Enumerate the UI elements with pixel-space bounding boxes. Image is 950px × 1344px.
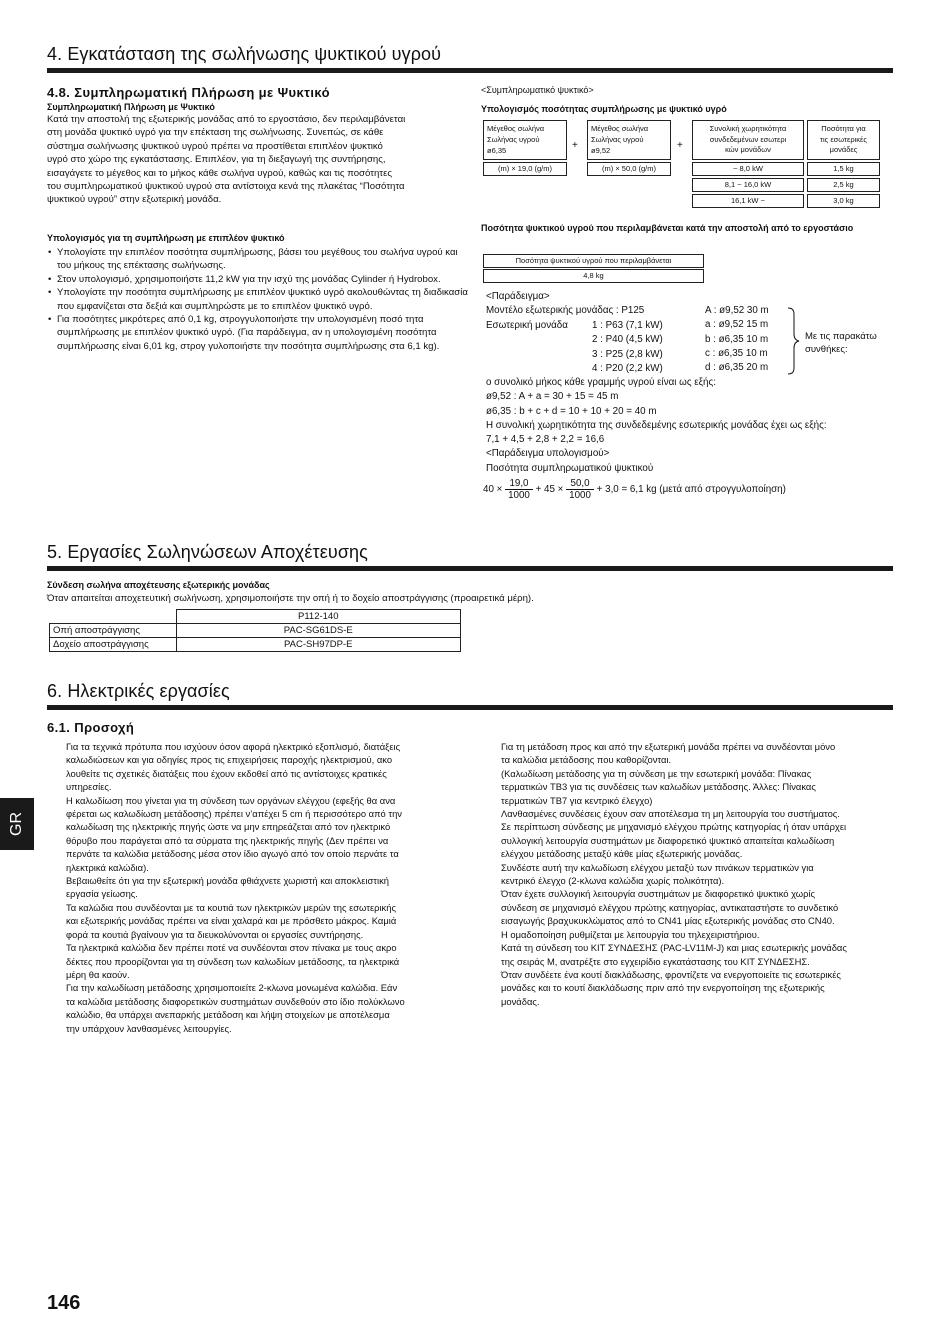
subsection-4-8-title: 4.8. Συμπληρωματική Πλήρωση με Ψυκτικό bbox=[47, 85, 330, 100]
caution-left-column bbox=[66, 740, 459, 1035]
text-line: υπηρεσίες. bbox=[66, 781, 112, 793]
factory-box-value: 4,8 kg bbox=[483, 269, 704, 283]
box-line: Σωλήνας υγρού bbox=[591, 135, 644, 144]
factory-box-header: Ποσότητα ψυκτικού υγρού που περιλαμβάνεται bbox=[483, 254, 704, 268]
text-line: Για τη μετάδοση προς και από την εξωτερική μονάδα πρέπει να συνδέονται μόνο bbox=[501, 741, 836, 752]
quantity-cell: 3,0 kg bbox=[807, 194, 880, 208]
table-row bbox=[50, 624, 461, 638]
table-row bbox=[50, 638, 461, 652]
table-header: P112-140 bbox=[176, 610, 461, 624]
text-line: Βεβαιωθείτε ότι για την εξωτερική μονάδα φθιάχνετε χωριστή και αποκλειστική bbox=[66, 875, 389, 887]
intro-line: ψυκτικού υγρού” στην εξωτερική μονάδα. bbox=[47, 194, 222, 206]
language-tab bbox=[0, 798, 34, 850]
text-line: Συνδέστε αυτή την καλωδίωση ελέγχου μεταξύ των πινάκων τερματικών για bbox=[501, 861, 814, 873]
intro-line: στη μονάδα ψυκτικό υγρό για την επέκταση της σωλήνωσης. Συνεπώς, σε κάθε bbox=[47, 127, 384, 139]
denominator: 1000 bbox=[569, 490, 591, 501]
section-4-rule bbox=[47, 68, 893, 73]
calc-line: Ποσότητα συμπληρωματικού ψυκτικού bbox=[486, 462, 654, 474]
calc-title: Υπολογισμός για τη συμπλήρωση με επιπλέον ψυκτικό bbox=[47, 233, 285, 243]
calc-line: 7,1 + 4,5 + 2,8 + 2,2 = 16,6 bbox=[486, 434, 605, 446]
page-number: 146 bbox=[47, 1292, 81, 1314]
intro-line: του συμπληρωματικού ψυκτικού υγρού στα αντίστοιχα κενά της πλακέτας “Ποσότητα bbox=[47, 181, 405, 193]
text-line: τα καλώδια μετάδοσης διαφορετικών συστημάτων συνδεθούν στο ίδιο πολύκλωνο bbox=[66, 995, 405, 1007]
quantity-header bbox=[807, 120, 880, 160]
header-line: μονάδες bbox=[829, 145, 858, 155]
table-row bbox=[50, 610, 461, 624]
pipe-rate-box-635: (m) × 19,0 (g/m) bbox=[483, 162, 567, 176]
box-line: Μέγεθος σωλήνα bbox=[591, 124, 649, 133]
charge-calc-heading: Υπολογισμός ποσότητας συμπλήρωσης με ψυκτικό υγρό bbox=[481, 104, 727, 114]
pipe-size-box-952 bbox=[587, 120, 671, 160]
text-line: καλωδιώσεων και για οδηγίες προς τις επιχειρήσεις παροχής ηλεκτρισμού, ακο bbox=[66, 754, 393, 766]
denominator: 1000 bbox=[508, 490, 530, 501]
intro-line: υγρό στο χώρο της εγκατάστασης. Επιπλέον, για τη διεξαγωγή της συντήρησης, bbox=[47, 154, 386, 166]
text-line: Κατά τη σύνδεση του KIT ΣΥΝΔΕΣΗΣ (PAC-LV11M-J) και μιας εσωτερικής μονάδας bbox=[501, 942, 847, 954]
outdoor-model: Μοντέλο εξωτερικής μονάδας : P125 bbox=[486, 305, 645, 316]
subsection-6-1-title: 6.1. Προσοχή bbox=[47, 720, 135, 735]
table-cell: PAC-SH97DP-E bbox=[176, 638, 461, 652]
indoor-label: Εσωτερική μονάδα bbox=[486, 320, 568, 331]
text-line: φέρεται ως καλωδίωση μετάδοσης) πρέπει ν’απέχει 5 cm ή περισσότερο από την bbox=[66, 808, 402, 820]
text-line: καλωδίωση της ηλεκτρικής πηγής ώστε να μην επηρεάζεται από τον ηλεκτρικό bbox=[66, 821, 391, 833]
text-line: ηλεκτρικά καλώδια). bbox=[66, 861, 149, 873]
text-line: φορά τα κουτιά βγαίνουν για τα διευκολύνονται οι εργασίες συντήρησης. bbox=[66, 928, 364, 940]
list-item: • Υπολογίστε την ποσότητα συμπλήρωσης με επιπλέον ψυκτικό υγρό ακολουθώντας τη διαδικασία που εμφανίζεται στα δεξιά και συμπληρώστε με το επιπλέον ψυκτικό υγρό. bbox=[57, 286, 469, 313]
box-line: ø6,35 bbox=[487, 146, 507, 155]
pipe-size-box-635 bbox=[483, 120, 567, 160]
section-4-title: 4. Εγκατάσταση της σωλήνωσης ψυκτικού υγρού bbox=[47, 44, 442, 64]
text-line: τερματικών TB3 για τις συνδέσεις των καλωδίων μετάδοσης. Άλλες: Πίνακας bbox=[501, 781, 816, 793]
text-line: (Καλωδίωση μετάδοσης για τη σύνδεση με την εσωτερική μονάδα: Πίνακας bbox=[501, 767, 812, 779]
text-line: Σε περίπτωση σύνδεσης με μηχανισμό ελέγχου πρώτης κατηγορίας ή όταν υπάρχει bbox=[501, 821, 847, 833]
factory-charge-heading: Ποσότητα ψυκτικού υγρού που περιλαμβάνεται κατά την αποστολή από το εργοστάσιο bbox=[481, 223, 854, 233]
text-line: καλώδιο, θα υπάρχει ανεπαρκής μετάδοση και λήψη στοιχείων με αποτέλεσμα bbox=[66, 1009, 390, 1021]
calc-line: Η συνολική χωρητικότητα της συνδεδεμένης εσωτερικής μονάδας έχει ως εξής: bbox=[486, 419, 827, 431]
formula bbox=[483, 478, 786, 501]
quantity-cell: 1,5 kg bbox=[807, 162, 880, 176]
text-line: τα καλώδια μετάδοσης που καθορίζονται. bbox=[501, 754, 672, 766]
pipe-list bbox=[705, 304, 769, 375]
list-item: • Υπολογίστε την επιπλέον ποσότητα συμπλήρωσης, βάσει του μεγέθους του σωλήνα υγρού και του μήκους της επέκτασης σωλήνωσης. bbox=[57, 246, 469, 273]
list-item: a : ø9,52 15 m bbox=[705, 319, 769, 331]
table-cell: Δοχείο αποστράγγισης bbox=[50, 638, 177, 652]
list-item: b : ø6,35 10 m bbox=[705, 333, 769, 345]
text-line: Για τα τεχνικά πρότυπα που ισχύουν όσον αφορά ηλεκτρικό εξοπλισμό, διατάξεις bbox=[66, 741, 401, 752]
text-line: την υπάρχουν λανθασμένες λειτουργίες. bbox=[66, 1022, 232, 1034]
text-line: τερματικών TB7 για κεντρικό έλεγχο) bbox=[501, 794, 653, 806]
header-line: τις εσωτερικές bbox=[820, 134, 867, 144]
list-item: 3 : P25 (2,8 kW) bbox=[592, 348, 663, 360]
text-line: μέρη θα καούν. bbox=[66, 968, 130, 980]
plus-sign: + bbox=[677, 140, 683, 151]
capacity-cell: 16,1 kW ~ bbox=[692, 194, 804, 208]
text-line: Για την καλωδίωση μετάδοσης χρησιμοποιείτε 2-κλωνα μονωμένα καλώδια. Εάν bbox=[66, 982, 398, 994]
text-line: Λανθασμένες συνδέσεις έχουν σαν αποτέλεσμα τη μη λειτουργία του συστήματος. bbox=[501, 808, 840, 820]
calc-line: <Παράδειγμα υπολογισμού> bbox=[486, 448, 610, 460]
section-6-rule bbox=[47, 705, 893, 710]
fraction bbox=[566, 478, 594, 501]
header-line: Συνολική χωρητικότητα bbox=[709, 124, 787, 134]
numerator: 50,0 bbox=[566, 478, 594, 490]
text-line: της σειράς M, ανατρέξτε στο εγχειρίδιο εγκατάστασης του KIT ΣΥΝΔΕΣΗΣ. bbox=[501, 955, 810, 967]
intro-line: Κατά την αποστολή της εξωτερικής μονάδας από το εργοστάσιο, δεν περιλαμβάνεται bbox=[47, 114, 406, 125]
list-item: 2 : P40 (4,5 kW) bbox=[592, 334, 663, 346]
text-line: δέκτες που προορίζονται για τη σύνδεση των καλωδίων μετάδοσης, τα ηλεκτρικά bbox=[66, 955, 400, 967]
drain-table bbox=[49, 609, 461, 652]
conditions-label: Με τις παρακάτω συνθήκες: bbox=[805, 331, 877, 355]
drain-subtitle: Σύνδεση σωλήνα αποχέτευσης εξωτερικής μονάδας bbox=[47, 580, 270, 590]
pipe-rate-box-952: (m) × 50,0 (g/m) bbox=[587, 162, 671, 176]
section-5-rule bbox=[47, 566, 893, 571]
intro-line: εισαγάγετε το μέγεθος και το μήκος κάθε σωλήνα υγρού, καθώς και τις ποσότητες bbox=[47, 167, 392, 179]
text-line: Όταν έχετε συλλογική λειτουργία συστημάτων με διαφορετικό ψυκτικό χωρίς bbox=[501, 888, 816, 900]
supplementary-label: <Συμπληρωματικό ψυκτικό> bbox=[481, 85, 594, 95]
text-line: Τα ηλεκτρικά καλώδια δεν πρέπει ποτέ να συνδέονται στον πίνακα με τους ακρο bbox=[66, 942, 397, 954]
calc-line: ο συνολικό μήκος κάθε γραμμής υγρού είναι ως εξής: bbox=[486, 377, 716, 388]
text-line: Όταν συνδέετε ένα κουτί διακλάδωσης, φροντίζετε να ενεργοποιείτε τις εσωτερικές bbox=[501, 968, 841, 980]
text-line: σύνδεση σε μηχανισμό ελέγχου πρώτης κατηγορίας, αντικαταστήστε το συνδετικό bbox=[501, 901, 839, 913]
text-line: ελέγχου μετάδοσης μεταξύ κάθε μίας εξωτερικής μονάδας. bbox=[501, 848, 743, 860]
table-cell: PAC-SG61DS-E bbox=[176, 624, 461, 638]
capacity-cell: 8,1 ~ 16,0 kW bbox=[692, 178, 804, 192]
drain-text: Όταν απαιτείται αποχετευτική σωλήνωση, χρησιμοποιήστε την οπή ή το δοχείο αποστράγγισης (προαιρετικά μέρη). bbox=[47, 593, 534, 604]
text-line: θόρυβο που παράγεται από τα σύρματα της ηλεκτρικής πηγής (Δεν πρέπει να bbox=[66, 834, 389, 846]
calc-line: ø6,35 : b + c + d = 10 + 10 + 20 = 40 m bbox=[486, 405, 657, 417]
section-5-title: 5. Εργασίες Σωληνώσεων Αποχέτευσης bbox=[47, 542, 368, 562]
intro-line: σύστημα σωλήνωσης ψυκτικού υγρού πρέπει να προστίθεται επιπλέον ψυκτικό bbox=[47, 140, 383, 152]
text-line: και εξωτερικής μονάδας πρέπει να είναι χαλαρά και με πρόσθετο μάκρος. Καμιά bbox=[66, 915, 397, 927]
formula-part: + 45 × bbox=[535, 484, 564, 496]
calc-lines bbox=[486, 376, 827, 476]
numerator: 19,0 bbox=[505, 478, 533, 490]
section-6-title: 6. Ηλεκτρικές εργασίες bbox=[47, 681, 230, 701]
text-line: λουθείτε τις σχετικές διατάξεις που έχουν εκδοθεί από τις αντίστοιχες κρατικές bbox=[66, 767, 387, 779]
box-line: Μέγεθος σωλήνα bbox=[487, 124, 545, 133]
box-line: ø9,52 bbox=[591, 146, 611, 155]
plus-sign: + bbox=[572, 140, 578, 151]
calc-bullet-list bbox=[47, 246, 469, 353]
text-line: μονάδες και το κουτί διακλάδωσης πριν από την ενεργοποίηση της εξωτερικής bbox=[501, 982, 825, 994]
calc-line: ø9,52 : A + a = 30 + 15 = 45 m bbox=[486, 391, 619, 403]
list-item: d : ø6,35 20 m bbox=[705, 362, 769, 374]
subsection-4-8-bold: Συμπληρωματική Πλήρωση με Ψυκτικό bbox=[47, 102, 215, 112]
text-line: εργασία γείωσης. bbox=[66, 888, 138, 900]
text-line: κεντρικό έλεγχο (2-κλωνα καλώδια χωρίς πολικότητα). bbox=[501, 875, 725, 887]
fraction bbox=[505, 478, 533, 501]
text-line: Η καλωδίωση που γίνεται για τη σύνδεση των οργάνων ελέγχου (εφεξής θα ανα bbox=[66, 794, 396, 806]
text-line: μονάδας. bbox=[501, 995, 540, 1007]
indoor-unit-list bbox=[592, 319, 663, 376]
example-label: <Παράδειγμα> bbox=[486, 291, 550, 302]
header-line: Ποσότητα για bbox=[821, 124, 866, 134]
text-line: περνάτε τα καλώδια μετάδοσης μέσα στον ίδιο αγωγό από τον οποίο περνάτε τα bbox=[66, 848, 399, 860]
text-line: Τα καλώδια που συνδέονται με τα κουτιά των ηλεκτρικών μερών της εσωτερικής bbox=[66, 901, 396, 913]
text-line: Η ομαδοποίηση ρυθμίζεται με λειτουργία του τηλεχειριστήριου. bbox=[501, 928, 760, 940]
language-tab-label: GR bbox=[8, 812, 25, 836]
caution-right-column bbox=[501, 740, 893, 1008]
quantity-cell: 2,5 kg bbox=[807, 178, 880, 192]
formula-part: + 3,0 = 6,1 kg (μετά από στρογγυλοποίηση) bbox=[596, 484, 786, 496]
table-cell: Οπή αποστράγγισης bbox=[50, 624, 177, 638]
list-item: • Για ποσότητες μικρότερες από 0,1 kg, στρογγυλοποιήστε την υπολογισμένη ποσό τητα συμπλήρωσης με επιπλέον ψυκτικό υγρό. (Για παράδειγμα, αν η υπολογισμένη ποσότητα συμπλήρωσης είναι 6,01 kg, στρογ γυλοποιήστε την ποσότητα συμπλήρωσης στα 6,1 kg). bbox=[57, 313, 469, 353]
formula-part: 40 × bbox=[483, 484, 503, 496]
capacity-header bbox=[692, 120, 804, 160]
header-line: κών μονάδων bbox=[725, 145, 771, 155]
table-cell bbox=[50, 610, 177, 624]
intro-paragraph bbox=[47, 113, 459, 207]
list-item: 4 : P20 (2,2 kW) bbox=[592, 362, 663, 374]
capacity-cell: ~ 8,0 kW bbox=[692, 162, 804, 176]
text-line: εισαγωγής βραχυκυκλώματος από το CN41 μίας εξωτερικής μονάδας στο CN40. bbox=[501, 915, 835, 927]
brace-icon bbox=[786, 306, 800, 376]
list-item: 1 : P63 (7,1 kW) bbox=[592, 320, 663, 331]
text-line: συλλογική λειτουργία συστημάτων με διαφορετικό ψυκτικό απαιτείται καλωδίωση bbox=[501, 834, 835, 846]
list-item: c : ø6,35 10 m bbox=[705, 347, 768, 359]
list-item: • Στον υπολογισμό, χρησιμοποιήστε 11,2 kW για την ισχύ της μονάδας Cylinder ή Hydrobox. bbox=[57, 273, 469, 286]
box-line: Σωλήνας υγρού bbox=[487, 135, 540, 144]
header-line: συνδεδεμένων εσωτερι bbox=[709, 134, 787, 144]
list-item: A : ø9,52 30 m bbox=[705, 305, 769, 316]
